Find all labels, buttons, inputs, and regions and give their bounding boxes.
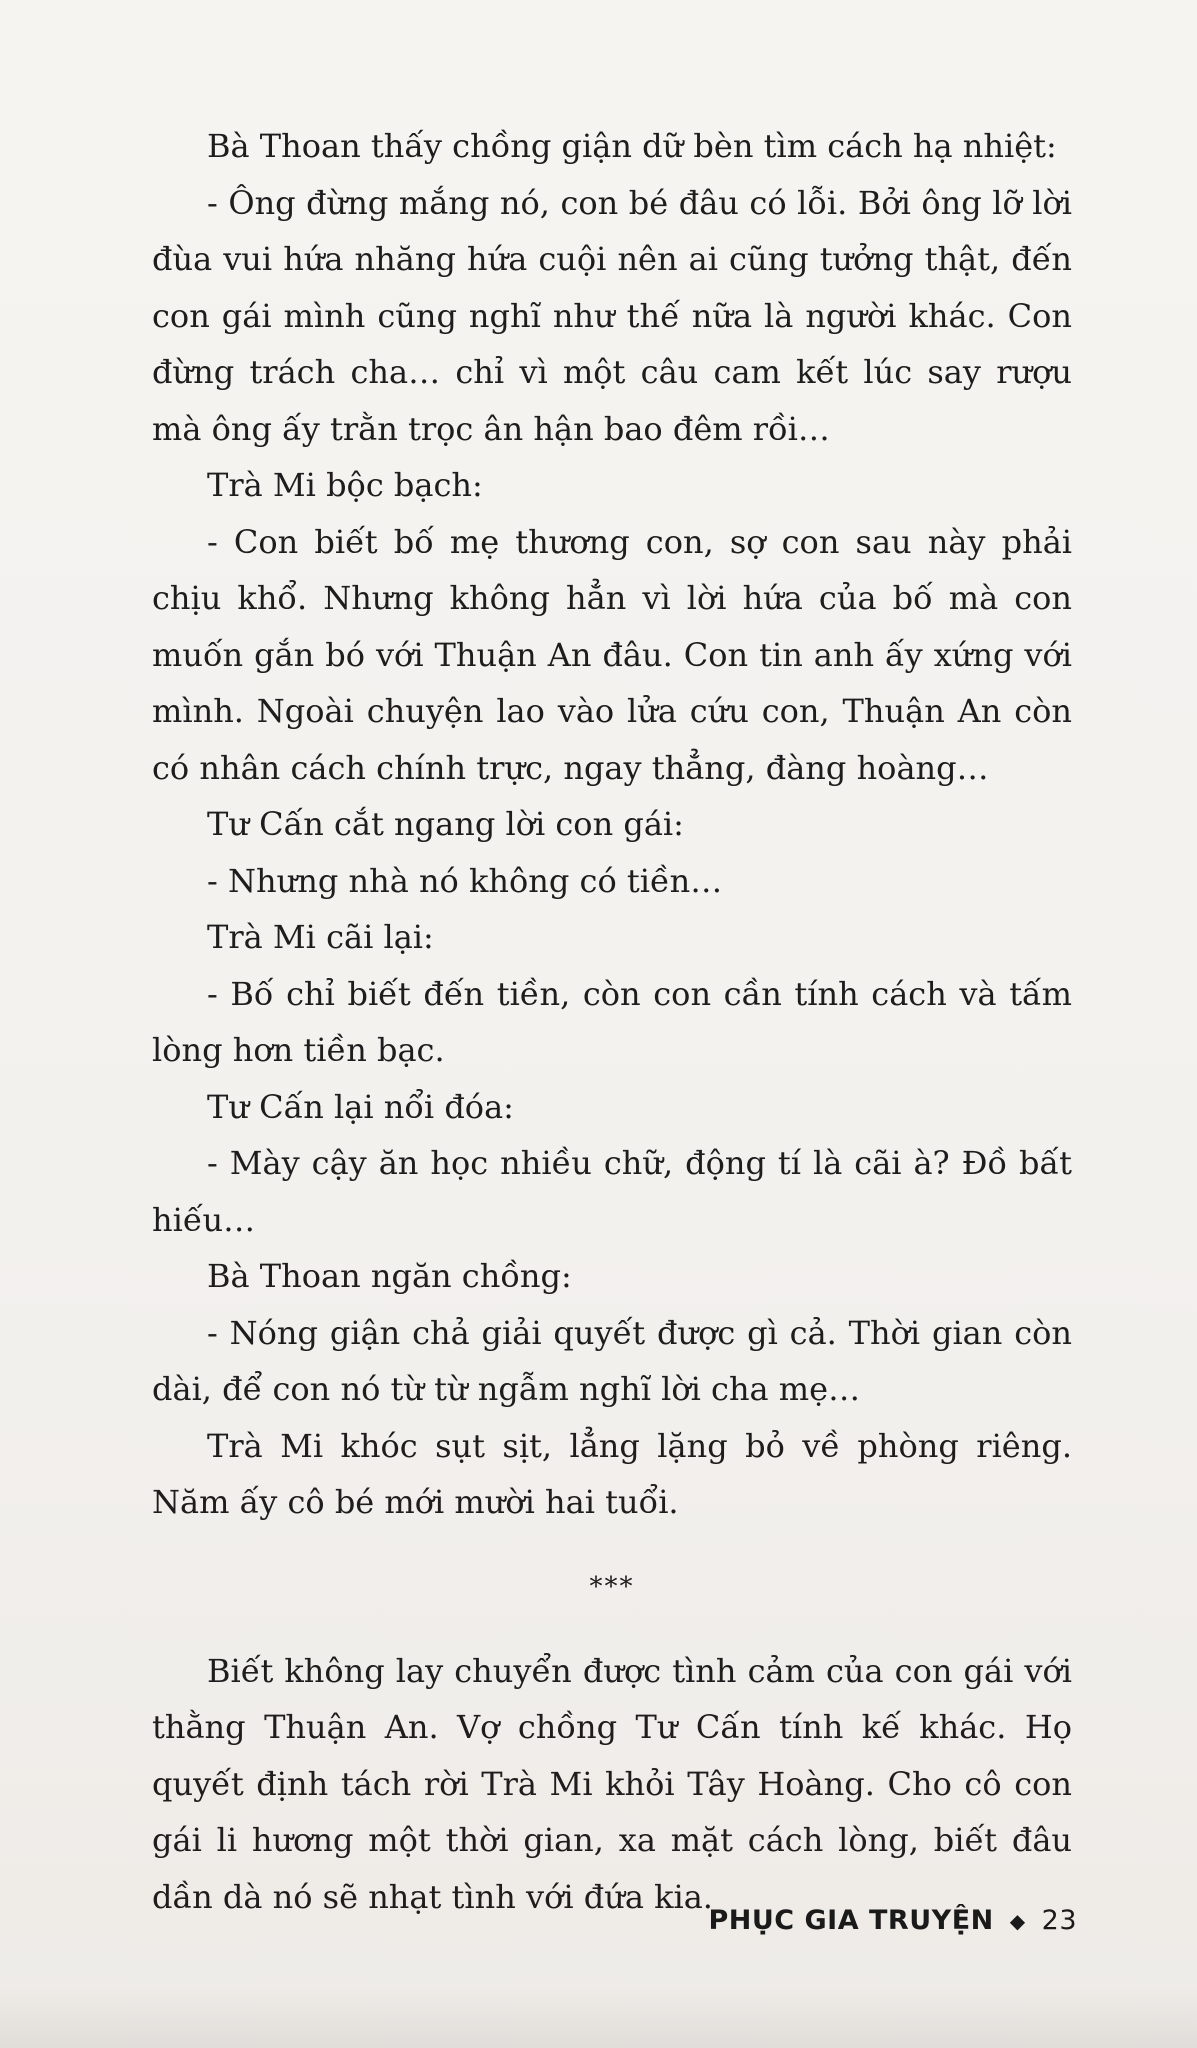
paragraph: Trà Mi khóc sụt sịt, lẳng lặng bỏ về phòng riêng. Năm ấy cô bé mới mười hai tuổi. — [152, 1426, 1072, 1521]
paragraph: - Ông đừng mắng nó, con bé đâu có lỗi. Bởi ông lỡ lời đùa vui hứa nhăng hứa cuội nên ai cũng tưởng thật, đến con gái mình cũng nghĩ như thế nữa là người khác. Con đừng trách cha… chỉ vì một câu cam kết lúc say rượu mà ông ấy trằn trọc ân hận bao đêm rồi… — [152, 183, 1072, 448]
diamond-icon: ◆ — [1009, 1908, 1026, 1933]
paragraph: Bà Thoan ngăn chồng: — [207, 1257, 572, 1295]
paragraph: - Nóng giận chả giải quyết được gì cả. Thời gian còn dài, để con nó từ từ ngẫm nghĩ lời cha mẹ… — [152, 1313, 1072, 1408]
paragraph: Biết không lay chuyển được tình cảm của con gái với thằng Thuận An. Vợ chồng Tư Cấn tính kế khác. Họ quyết định tách rời Trà Mi khỏi Tây Hoàng. Cho cô con gái li hương một thời gian, xa mặt cách lòng, biết đâu dần dà nó sẽ nhạt tình với đứa kia. — [152, 1651, 1072, 1916]
running-title: PHỤC GIA TRUYỆN — [708, 1905, 994, 1936]
paragraph: - Mày cậy ăn học nhiều chữ, động tí là cãi à? Đồ bất hiếu… — [152, 1144, 1072, 1239]
page-footer — [708, 1905, 1077, 1936]
body-text — [152, 118, 1072, 1925]
paragraph: - Bố chỉ biết đến tiền, còn con cần tính cách và tấm lòng hơn tiền bạc. — [152, 974, 1072, 1069]
page-edge-shadow — [0, 1988, 1197, 2048]
paragraph: Bà Thoan thấy chồng giận dữ bèn tìm cách hạ nhiệt: — [207, 127, 1057, 165]
paragraph: - Con biết bố mẹ thương con, sợ con sau này phải chịu khổ. Nhưng không hẳn vì lời hứa của bố mà con muốn gắn bó với Thuận An đâu. Con tin anh ấy xứng với mình. Ngoài chuyện lao vào lửa cứu con, Thuận An còn có nhân cách chính trực, ngay thẳng, đàng hoàng… — [152, 522, 1072, 787]
section-divider: *** — [589, 1571, 635, 1602]
paragraph: Trà Mi cãi lại: — [207, 918, 434, 956]
paragraph: Tư Cấn cắt ngang lời con gái: — [207, 805, 684, 843]
paragraph: Tư Cấn lại nổi đóa: — [207, 1087, 514, 1126]
paragraph: Trà Mi bộc bạch: — [207, 466, 483, 504]
paragraph: - Nhưng nhà nó không có tiền… — [207, 861, 723, 900]
page-number: 23 — [1041, 1905, 1077, 1936]
